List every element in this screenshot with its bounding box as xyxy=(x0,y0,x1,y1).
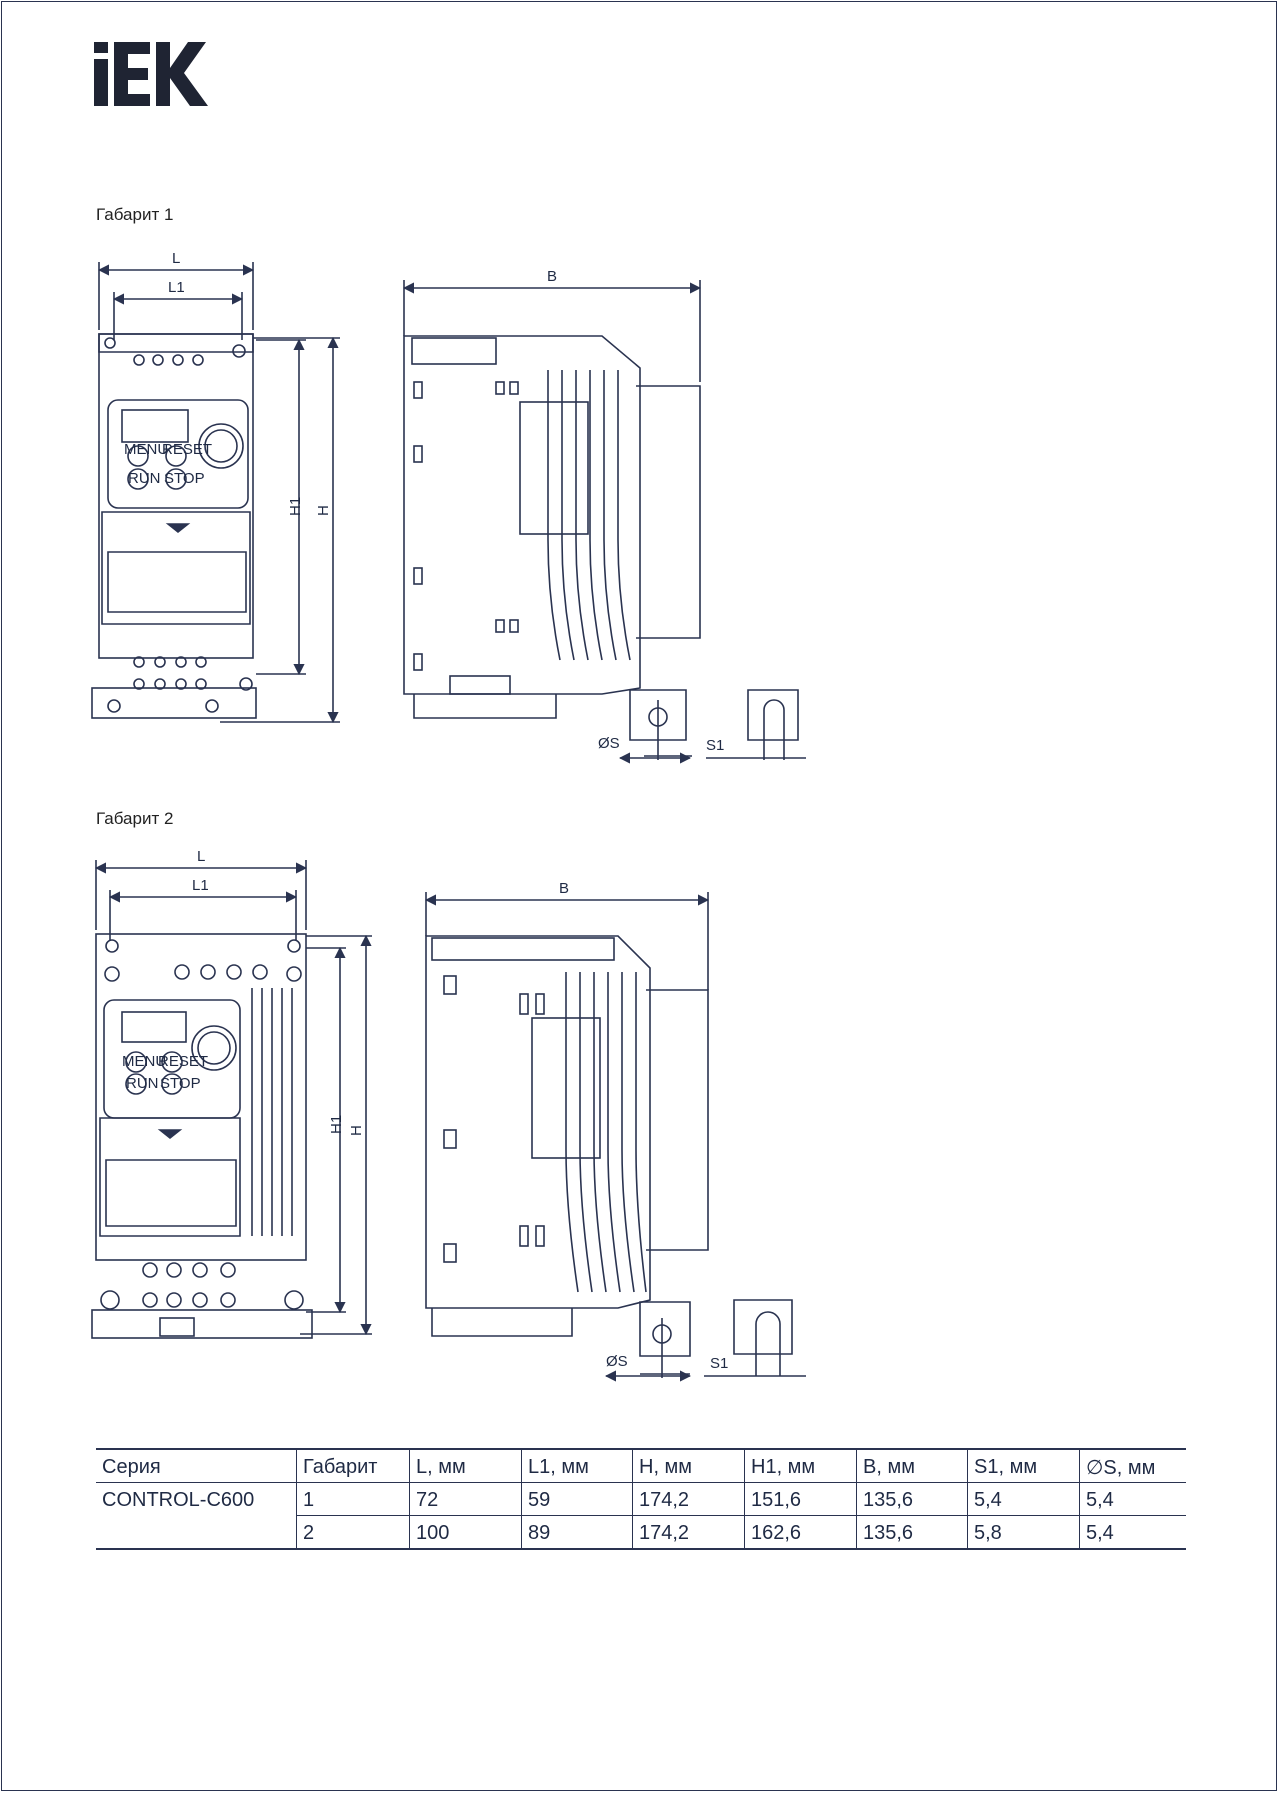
run-label: RUN xyxy=(128,470,161,487)
cell: 174,2 xyxy=(633,1516,745,1550)
slot-detail-2 xyxy=(606,1300,806,1378)
col-series: Серия xyxy=(96,1449,297,1483)
col-H1: H1, мм xyxy=(745,1449,857,1483)
dim-H: H xyxy=(348,1125,365,1136)
menu-label: MENU xyxy=(122,1053,167,1070)
dim-B: B xyxy=(559,880,570,897)
table-header-row xyxy=(96,1449,1186,1483)
cell: 151,6 xyxy=(745,1483,857,1516)
cell: 1 xyxy=(297,1483,410,1516)
menu-label: MENU xyxy=(124,441,169,458)
cell: 5,4 xyxy=(1080,1516,1187,1550)
cell: 5,4 xyxy=(968,1483,1080,1516)
cell xyxy=(96,1516,297,1550)
dim-S: ØS xyxy=(598,735,620,752)
dimensions-table xyxy=(96,1448,1186,1550)
cell: 5,8 xyxy=(968,1516,1080,1550)
dim-H: H xyxy=(315,505,332,516)
dim-L: L xyxy=(197,848,206,865)
cell: 135,6 xyxy=(857,1483,968,1516)
col-B: B, мм xyxy=(857,1449,968,1483)
col-S: ∅S, мм xyxy=(1080,1449,1187,1483)
cell: 72 xyxy=(410,1483,522,1516)
cell: CONTROL-C600 xyxy=(102,1488,255,1511)
dim-L1: L1 xyxy=(192,877,209,894)
cell: 5,4 xyxy=(1080,1483,1187,1516)
frame-1-title: Габарит 1 xyxy=(96,205,174,224)
cell: 100 xyxy=(410,1516,522,1550)
run-label: RUN xyxy=(126,1075,159,1092)
table-row xyxy=(96,1483,1186,1516)
reset-label: RESET xyxy=(158,1053,209,1070)
col-S1: S1, мм xyxy=(968,1449,1080,1483)
cell: 2 xyxy=(297,1516,410,1550)
cell: 89 xyxy=(522,1516,633,1550)
table-row xyxy=(96,1516,1186,1550)
stop-label: STOP xyxy=(160,1075,201,1092)
cell: 174,2 xyxy=(633,1483,745,1516)
dim-H1: H1 xyxy=(287,496,304,516)
col-L1: L1, мм xyxy=(522,1449,633,1483)
dim-B: B xyxy=(547,268,558,285)
col-H: H, мм xyxy=(633,1449,745,1483)
dim-H1: H1 xyxy=(328,1114,345,1134)
reset-label: RESET xyxy=(162,441,213,458)
col-frame: Габарит xyxy=(297,1449,410,1483)
dim-S1: S1 xyxy=(710,1355,729,1372)
dim-S1: S1 xyxy=(706,737,725,754)
side-view-2 xyxy=(426,936,708,1336)
col-L: L, мм xyxy=(410,1449,522,1483)
stop-label: STOP xyxy=(164,470,205,487)
cell: 135,6 xyxy=(857,1516,968,1550)
dim-L1: L1 xyxy=(168,279,185,296)
front-view-2 xyxy=(92,934,312,1338)
dim-S: ØS xyxy=(606,1353,628,1370)
frame-2-title: Габарит 2 xyxy=(96,809,174,828)
cell: 162,6 xyxy=(745,1516,857,1550)
dim-L: L xyxy=(172,250,181,267)
cell: 59 xyxy=(522,1483,633,1516)
